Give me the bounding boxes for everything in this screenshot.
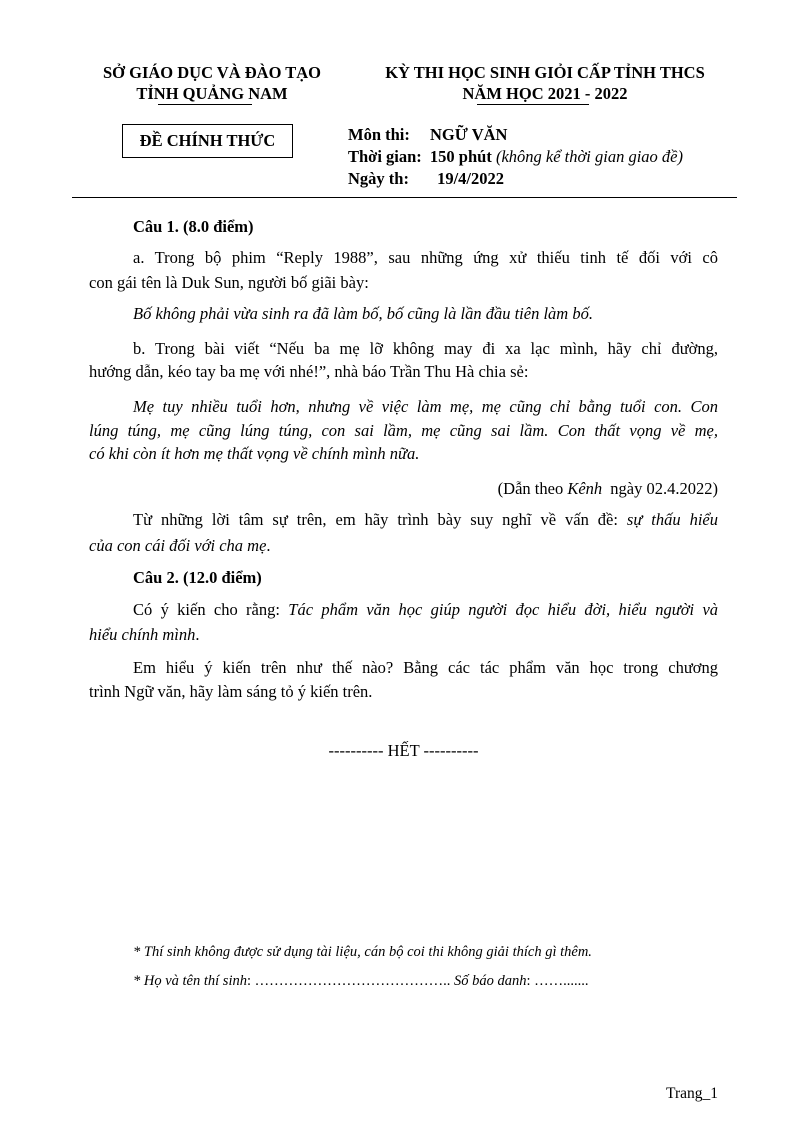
q1-heading: Câu 1. (8.0 điểm) — [133, 217, 254, 236]
q1b-line-1: b. Trong bài viết “Nếu ba mẹ lỡ không may đi xa lạc mình, hãy chỉ đường, — [133, 339, 718, 358]
q1-task-text: Từ những lời tâm sự trên, em hãy trình bày suy nghĩ về vấn đề: — [133, 510, 618, 529]
q2-p1-emphasis-2: hiểu chính mình — [89, 625, 196, 644]
candidate-name-dots: : ………………………………….. — [246, 973, 451, 989]
q2-heading: Câu 2. (12.0 điểm) — [133, 568, 262, 587]
q1-source — [111, 479, 718, 499]
exam-line-2: NĂM HỌC 2021 - 2022 — [462, 84, 628, 103]
q1a-line-2: con gái tên là Duk Sun, người bố giãi bày: — [89, 273, 369, 292]
q2-p1-emphasis-1: Tác phẩm văn học giúp người đọc hiểu đời, hiểu người và — [288, 600, 719, 619]
end-marker: ---------- HẾT ---------- — [328, 741, 479, 760]
department-line-1: SỞ GIÁO DỤC VÀ ĐÀO TẠO — [102, 63, 322, 82]
q1-task-line-1 — [111, 510, 718, 530]
subject-value: NGỮ VĂN — [430, 125, 508, 144]
q2-p1-line-2 — [89, 625, 718, 645]
q1-task-end: . — [266, 536, 271, 555]
department-line-2: TỈNH QUẢNG NAM — [136, 84, 288, 103]
date-label: Ngày th: — [348, 169, 409, 188]
q1-task-emphasis-1: sự thấu hiểu — [626, 510, 719, 529]
official-badge: ĐỀ CHÍNH THỨC — [122, 124, 293, 158]
exam-line-1: KỲ THI HỌC SINH GIỎI CẤP TỈNH THCS — [385, 63, 705, 82]
source-name: Kênh — [567, 479, 603, 498]
footer-note-2 — [133, 971, 589, 991]
candidate-number-dots: : ……....... — [526, 973, 589, 989]
q1b-quote-line-3: có khi còn ít hơn mẹ thất vọng về chính mình nữa. — [89, 444, 420, 463]
footer-note-1: * Thí sinh không được sử dụng tài liệu, cán bộ coi thi không giải thích gì thêm. — [133, 944, 592, 960]
page-number: Trang_1 — [666, 1085, 718, 1102]
q2-p1-line-1 — [111, 600, 718, 620]
q1b-line-2: hướng dẫn, kéo tay ba mẹ với nhé!”, nhà báo Trần Thu Hà chia sẻ: — [89, 362, 529, 381]
candidate-number-label: Số báo danh — [454, 973, 527, 989]
q2-p1-text: Có ý kiến cho rằng: — [133, 600, 280, 619]
time-value: 150 phút — [429, 147, 492, 166]
q2-p2-line-1: Em hiểu ý kiến trên như thế nào? Bằng các tác phẩm văn học trong chương — [133, 658, 718, 677]
time-note: (không kể thời gian giao đề) — [495, 147, 684, 166]
date-value: 19/4/2022 — [437, 169, 505, 188]
source-date: ngày 02.4.2022) — [610, 479, 718, 498]
q1b-quote-line-2: lúng túng, mẹ cũng lúng túng, con sai lầm, mẹ cũng sai lầm. Con thất vọng về mẹ, — [89, 421, 718, 440]
q1-task-line-2 — [89, 536, 718, 556]
time-label: Thời gian: — [348, 147, 422, 166]
exam-body — [89, 0, 719, 760]
subject-label: Môn thi: — [348, 125, 410, 144]
q2-p1-end: . — [195, 625, 200, 644]
q1b-quote-line-1: Mẹ tuy nhiều tuổi hơn, nhưng về việc làm mẹ, mẹ cũng chỉ bằng tuổi con. Con — [133, 397, 718, 416]
q1a-quote: Bố không phải vừa sinh ra đã làm bố, bố cũng là lần đầu tiên làm bố. — [133, 304, 593, 323]
candidate-name-label: * Họ và tên thí sinh — [133, 973, 247, 989]
source-prefix: (Dẫn theo — [497, 479, 564, 498]
q2-p2-line-2: trình Ngữ văn, hãy làm sáng tỏ ý kiến trên. — [89, 682, 373, 701]
q1a-line-1: a. Trong bộ phim “Reply 1988”, sau những ứng xử thiếu tinh tế đối với cô — [133, 248, 718, 267]
q1-task-emphasis-2: của con cái đối với cha mẹ — [89, 536, 267, 555]
